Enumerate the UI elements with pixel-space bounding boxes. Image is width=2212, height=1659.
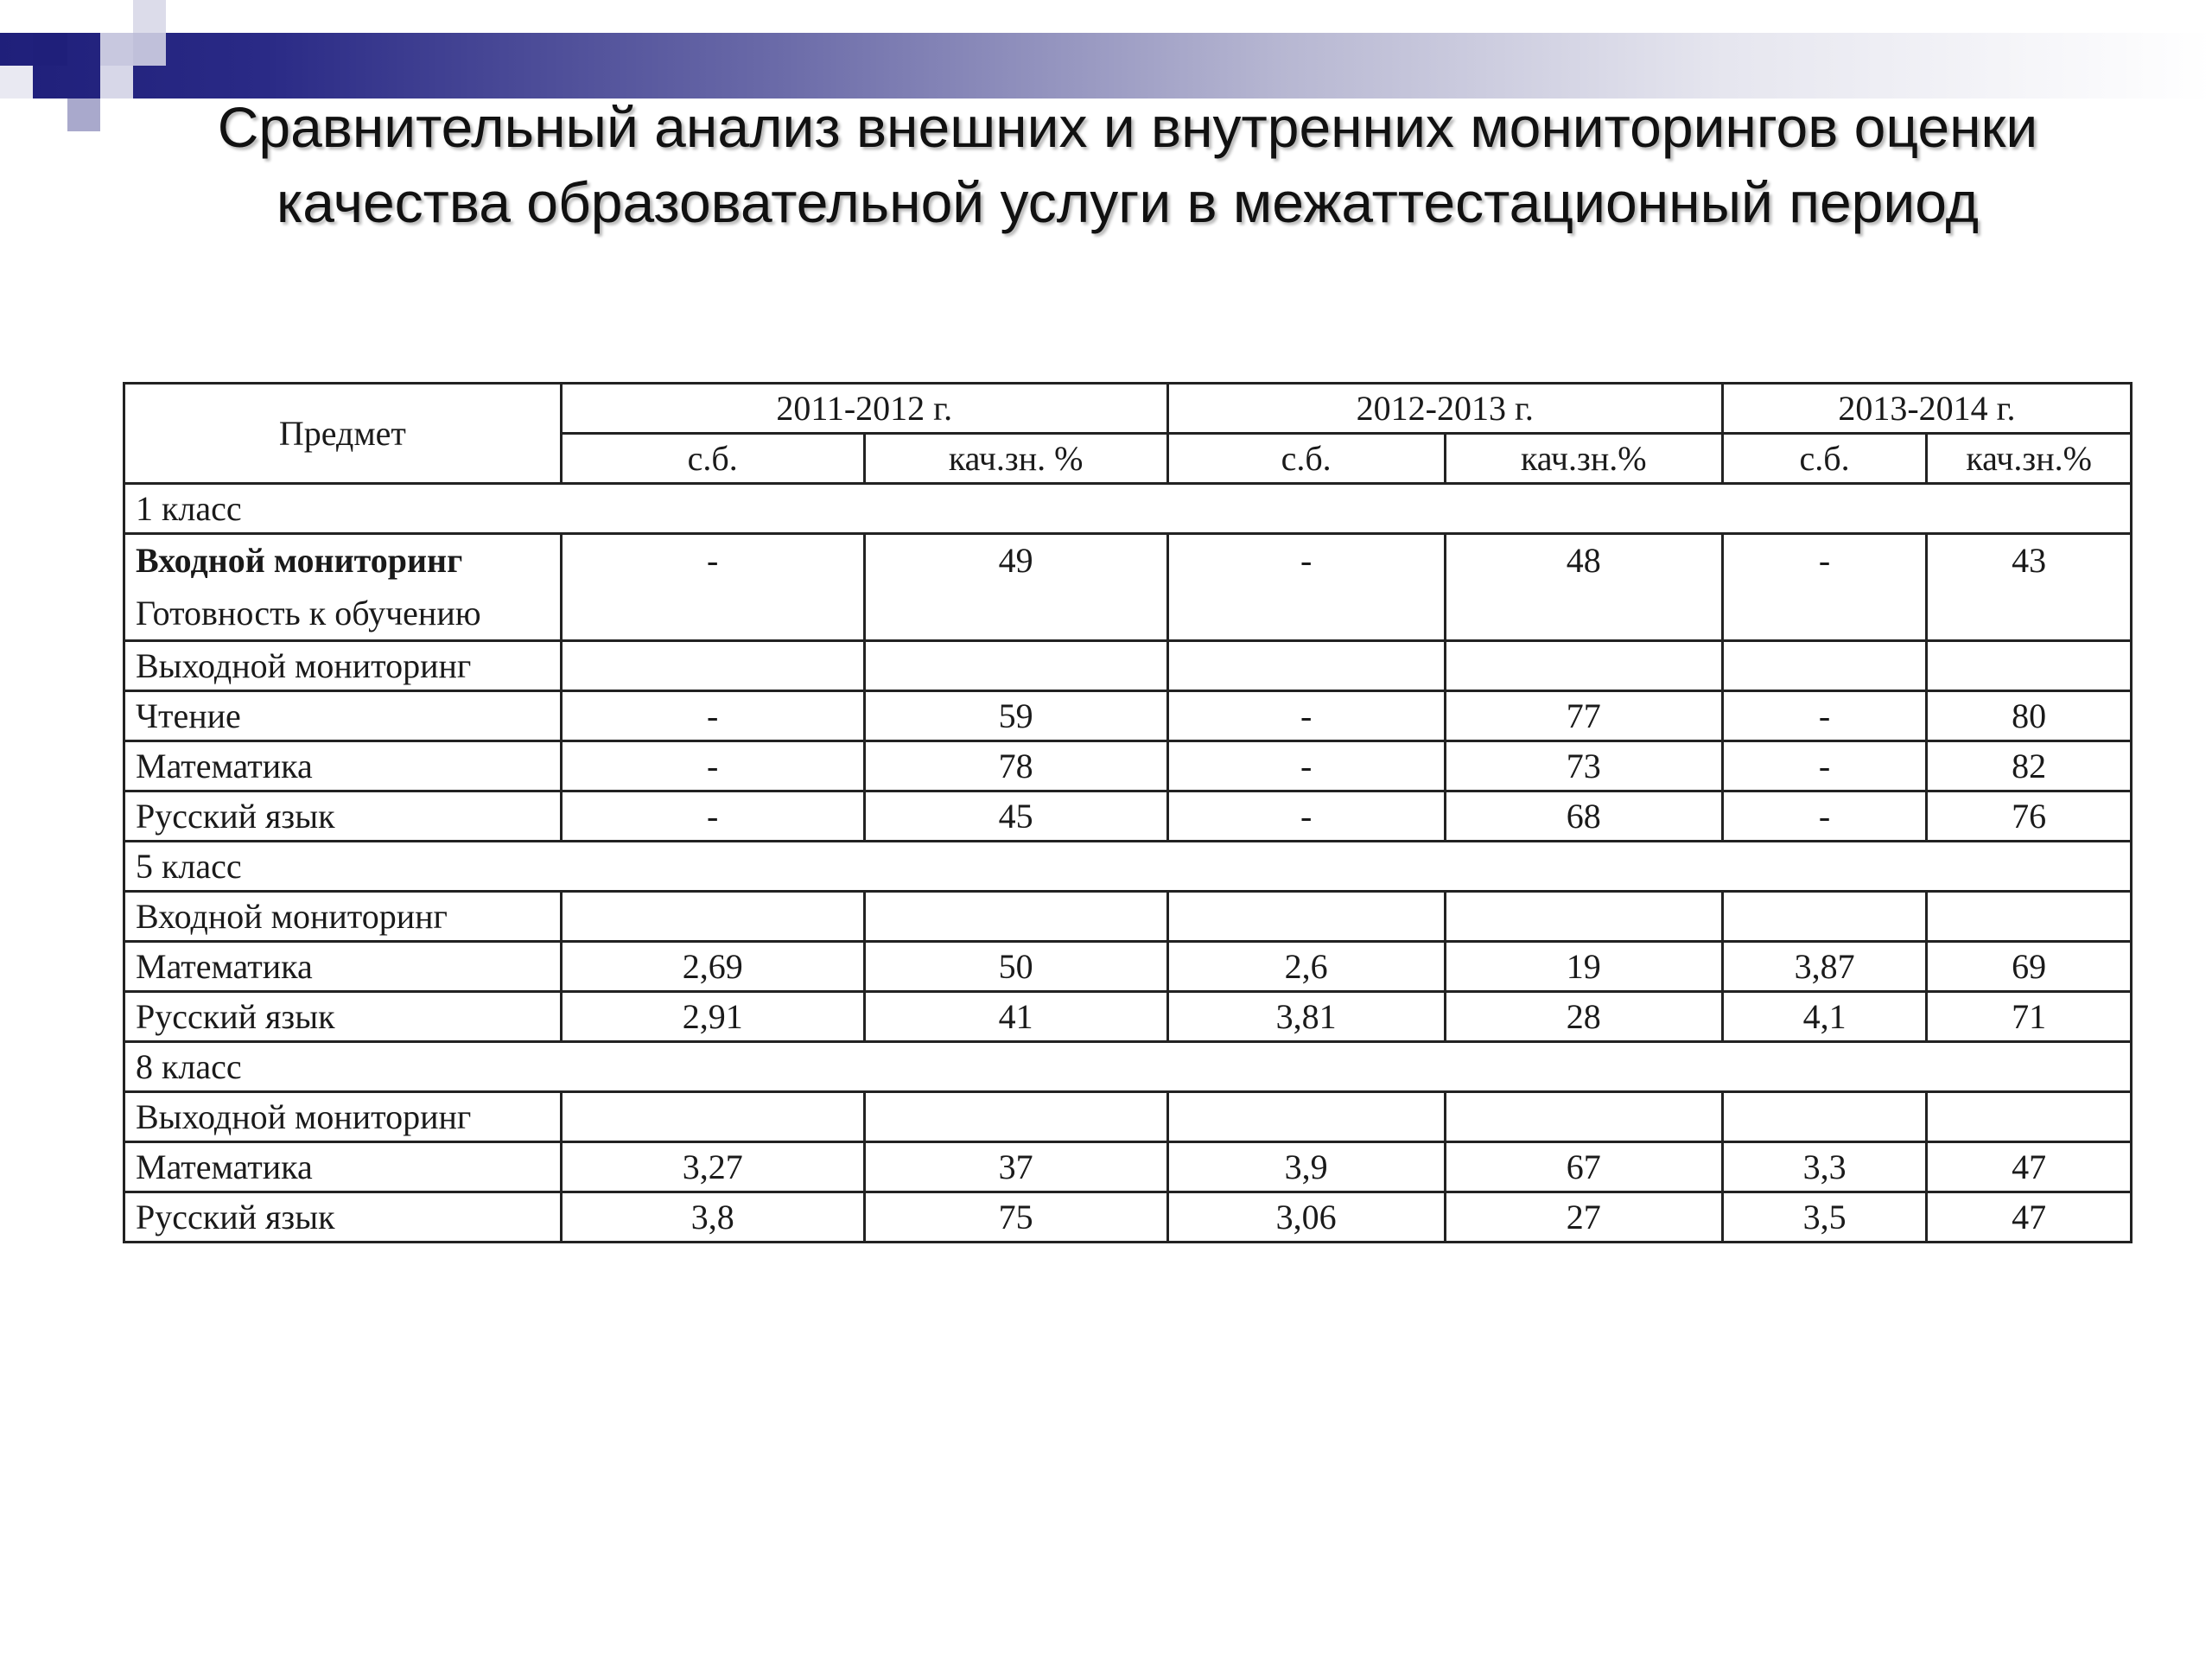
avg-score-cell: - [561, 534, 864, 641]
table-row [124, 691, 2132, 741]
table-row [124, 992, 2132, 1042]
quality-percent-cell: 47 [1927, 1192, 2132, 1243]
quality-percent-cell [864, 1092, 1167, 1142]
avg-score-cell: - [1167, 691, 1445, 741]
quality-percent-cell: 28 [1445, 992, 1722, 1042]
avg-score-cell: - [1722, 534, 1926, 641]
table-row [124, 791, 2132, 842]
quality-percent-cell [1445, 892, 1722, 942]
decor-square [67, 99, 100, 131]
quality-percent-cell [864, 641, 1167, 691]
avg-score-cell [561, 641, 864, 691]
subject-label: Русский язык [124, 791, 562, 842]
year-header: 2011-2012 г. [561, 384, 1167, 434]
avg-score-cell [1722, 892, 1926, 942]
avg-score-cell: - [1167, 791, 1445, 842]
quality-percent-cell: 43 [1927, 534, 2132, 641]
avg-score-cell: 3,8 [561, 1192, 864, 1243]
slide-title: Сравнительный анализ внешних и внутренних мониторингов оценки качества образовательной услуги в межаттестационный период [217, 95, 2038, 234]
subject-cell [124, 534, 562, 641]
quality-percent-cell: 41 [864, 992, 1167, 1042]
avg-score-cell: - [1167, 534, 1445, 641]
avg-score-cell [1167, 892, 1445, 942]
quality-percent-cell: 47 [1927, 1142, 2132, 1192]
subject-label: Математика [124, 741, 562, 791]
year-header: 2013-2014 г. [1722, 384, 2131, 434]
subject-label: Русский язык [124, 992, 562, 1042]
quality-percent-cell: 27 [1445, 1192, 1722, 1243]
avg-score-cell [1167, 641, 1445, 691]
avg-score-cell: 3,81 [1167, 992, 1445, 1042]
quality-percent-cell: 82 [1927, 741, 2132, 791]
year-header: 2012-2013 г. [1167, 384, 1722, 434]
subheader: кач.зн.% [1927, 434, 2132, 484]
decor-square [0, 66, 33, 99]
avg-score-cell: 2,69 [561, 942, 864, 992]
quality-percent-cell: 67 [1445, 1142, 1722, 1192]
quality-percent-cell: 76 [1927, 791, 2132, 842]
table-row [124, 892, 2132, 942]
table-row [124, 1192, 2132, 1243]
subject-label: Готовность к обучению [136, 594, 481, 632]
quality-percent-cell: 73 [1445, 741, 1722, 791]
quality-percent-cell: 75 [864, 1192, 1167, 1243]
quality-percent-cell: 37 [864, 1142, 1167, 1192]
avg-score-cell: - [561, 741, 864, 791]
table-row [124, 842, 2132, 892]
subject-label: Чтение [124, 691, 562, 741]
avg-score-cell: - [1167, 741, 1445, 791]
subheader: с.б. [561, 434, 864, 484]
quality-percent-cell: 78 [864, 741, 1167, 791]
monitoring-group-label: Выходной мониторинг [124, 641, 562, 691]
decor-square [100, 66, 133, 99]
quality-percent-cell: 50 [864, 942, 1167, 992]
quality-percent-cell [1927, 892, 2132, 942]
subject-header: Предмет [124, 384, 562, 484]
table-row [124, 1042, 2132, 1092]
avg-score-cell: 3,9 [1167, 1142, 1445, 1192]
monitoring-group-label: Входной мониторинг [124, 892, 562, 942]
avg-score-cell [1167, 1092, 1445, 1142]
subheader: кач.зн.% [1445, 434, 1722, 484]
subject-label: Математика [124, 1142, 562, 1192]
header-gradient-bar [0, 33, 2212, 99]
avg-score-cell [561, 1092, 864, 1142]
avg-score-cell: 4,1 [1722, 992, 1926, 1042]
table-row [124, 942, 2132, 992]
subheader: кач.зн. % [864, 434, 1167, 484]
table-row [124, 741, 2132, 791]
avg-score-cell: 3,5 [1722, 1192, 1926, 1243]
table-row [124, 534, 2132, 641]
decor-square [133, 0, 166, 33]
table-body [124, 484, 2132, 1243]
avg-score-cell [561, 892, 864, 942]
subject-label: Математика [124, 942, 562, 992]
avg-score-cell: 2,91 [561, 992, 864, 1042]
avg-score-cell: 3,3 [1722, 1142, 1926, 1192]
quality-percent-cell [864, 892, 1167, 942]
table-row [124, 1092, 2132, 1142]
avg-score-cell [1722, 641, 1926, 691]
avg-score-cell: 3,87 [1722, 942, 1926, 992]
quality-percent-cell [1927, 641, 2132, 691]
avg-score-cell: - [561, 791, 864, 842]
quality-percent-cell: 49 [864, 534, 1167, 641]
avg-score-cell: - [1722, 691, 1926, 741]
avg-score-cell: 3,27 [561, 1142, 864, 1192]
class-section-label: 8 класс [124, 1042, 2132, 1092]
class-section-label: 1 класс [124, 484, 2132, 534]
subject-label: Русский язык [124, 1192, 562, 1243]
quality-percent-cell: 69 [1927, 942, 2132, 992]
table-row [124, 484, 2132, 534]
quality-percent-cell: 45 [864, 791, 1167, 842]
subheader: с.б. [1167, 434, 1445, 484]
monitoring-group-label: Входной мониторинг [136, 541, 463, 580]
avg-score-cell: 2,6 [1167, 942, 1445, 992]
monitoring-table [123, 382, 2133, 1243]
class-section-label: 5 класс [124, 842, 2132, 892]
quality-percent-cell: 71 [1927, 992, 2132, 1042]
table-row [124, 1142, 2132, 1192]
decor-square [133, 33, 166, 66]
quality-percent-cell: 77 [1445, 691, 1722, 741]
monitoring-group-label: Выходной мониторинг [124, 1092, 562, 1142]
quality-percent-cell: 48 [1445, 534, 1722, 641]
avg-score-cell: - [1722, 791, 1926, 842]
avg-score-cell [1722, 1092, 1926, 1142]
quality-percent-cell: 59 [864, 691, 1167, 741]
decor-square [33, 33, 67, 66]
quality-percent-cell: 68 [1445, 791, 1722, 842]
table-row [124, 641, 2132, 691]
subheader: с.б. [1722, 434, 1926, 484]
quality-percent-cell: 80 [1927, 691, 2132, 741]
decor-square [100, 33, 133, 66]
quality-percent-cell [1445, 1092, 1722, 1142]
avg-score-cell: - [1722, 741, 1926, 791]
quality-percent-cell [1927, 1092, 2132, 1142]
quality-percent-cell [1445, 641, 1722, 691]
avg-score-cell: - [561, 691, 864, 741]
avg-score-cell: 3,06 [1167, 1192, 1445, 1243]
quality-percent-cell: 19 [1445, 942, 1722, 992]
